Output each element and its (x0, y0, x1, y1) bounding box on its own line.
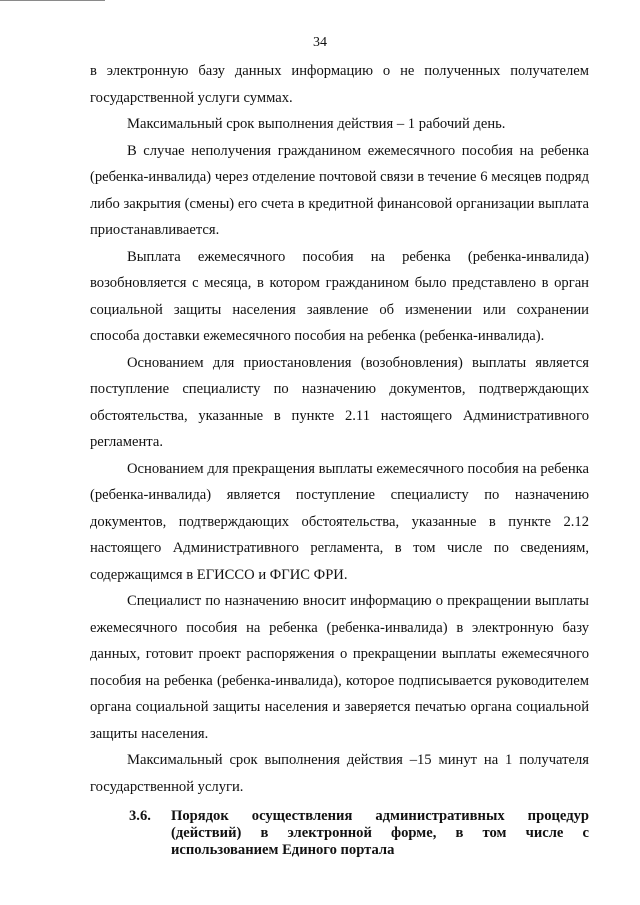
scan-edge-line (0, 0, 105, 1)
paragraph-continuation: в электронную базу данных информацию о не полученных получателем государственной услуги суммах. (90, 63, 589, 106)
section-title: Порядок осуществления административных процедур (действий) в электронной форме, в том числе с использованием Единого портала (171, 808, 589, 858)
paragraph-resumption: Выплата ежемесячного пособия на ребенка (ребенка-инвалида) возобновляется с месяца, в котором гражданином было представлено в орган социальной защиты населения заявление об изменении или сохранении способа доставки ежемесячного пособия на ребенка (ребенка-инвалида). (90, 248, 589, 344)
paragraph-termination-basis: Основанием для прекращения выплаты ежемесячного пособия на ребенка (ребенка-инвалида) является поступление специалисту по назначению документов, подтверждающих обстоятельства, указанные в пункте 2.12 настоящего Административного регламента, в том числе по сведениям, содержащимся в ЕГИССО и ФГИС ФРИ. (90, 460, 589, 583)
paragraph-deadline-15-min: Максимальный срок выполнения действия –15 минут на 1 получателя государственной услуги. (90, 752, 589, 795)
paragraph-suspension-condition: В случае неполучения гражданином ежемесячного пособия на ребенка (ребенка-инвалида) через отделение почтовой связи в течение 6 месяцев подряд либо закрытия (смены) его счета в кредитной финансовой организации выплата приостанавливается. (90, 142, 589, 238)
paragraph-deadline-1-day: Максимальный срок выполнения действия – 1 рабочий день. (127, 116, 506, 132)
section-number: 3.6. (129, 808, 151, 824)
paragraph-specialist-actions: Специалист по назначению вносит информацию о прекращении выплаты ежемесячного пособия на ребенка (ребенка-инвалида) в электронную базу данных, готовит проект распоряжения о прекращении выплаты ежемесячного пособия на ребенка (ребенка-инвалида), которое подписывается руководителем органа социальной защиты населения и заверяется печатью органа социальной защиты населения. (90, 593, 589, 742)
paragraph-suspension-basis: Основанием для приостановления (возобновления) выплаты является поступление специалисту по назначению документов, подтверждающих обстоятельства, указанные в пункте 2.11 настоящего Административного регламента. (90, 354, 589, 450)
page-number: 34 (313, 35, 327, 50)
document-body (90, 58, 589, 800)
